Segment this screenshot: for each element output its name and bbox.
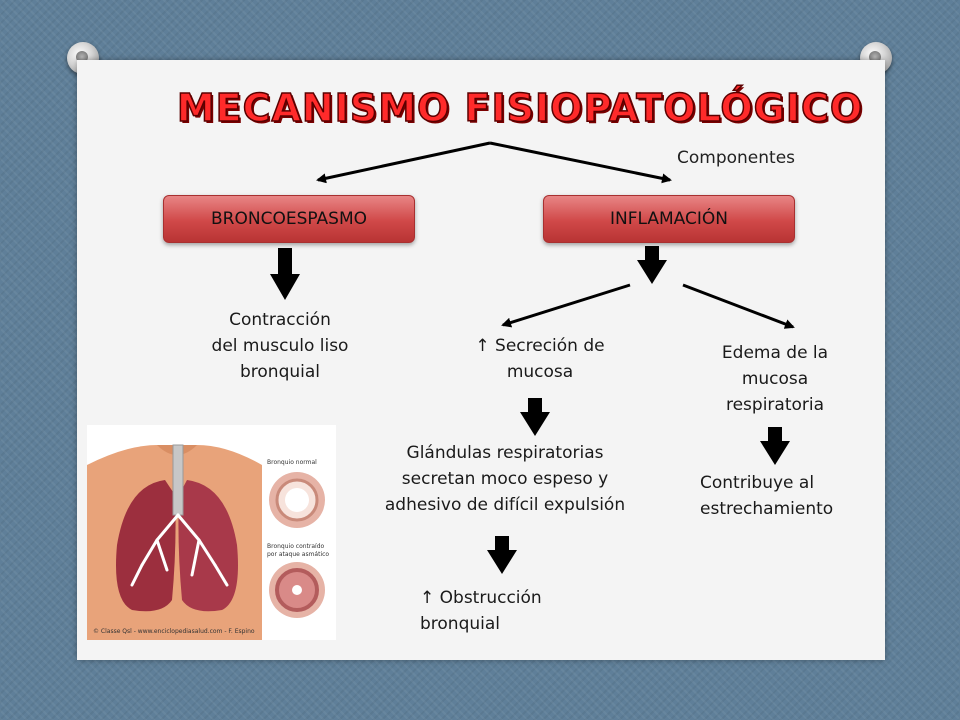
inflamacion-box: INFLAMACIÓN: [543, 195, 795, 243]
glandulas-text: Glándulas respiratorias secretan moco espeso y adhesivo de difícil expulsión: [384, 443, 626, 515]
arrow-to-broncoespasmo: [318, 143, 490, 180]
image-caption: © Classe Qsl - www.enciclopediasalud.com - F. Espino: [93, 628, 255, 635]
obstruccion-text: ↑ Obstrucción bronquial: [420, 588, 542, 634]
arrow-to-secrecion: [503, 285, 630, 325]
contraccion-text: Contracción del musculo liso bronquial: [211, 310, 349, 382]
arrow-to-inflamacion: [490, 143, 670, 180]
arrow-to-edema: [683, 285, 793, 327]
asthma-bronchus-label: Bronquio contraído por ataque asmático: [267, 543, 330, 558]
down-arrow-glandulas: [487, 536, 517, 574]
down-arrow-contraccion: [270, 248, 300, 300]
broncoespasmo-box: BRONCOESPASMO: [163, 195, 415, 243]
down-arrow-edema: [760, 427, 790, 465]
contribuye-text: Contribuye al estrechamiento: [700, 473, 834, 519]
down-arrow-secrecion: [520, 398, 550, 436]
lungs-illustration-drawing: [87, 425, 336, 640]
edema-text: Edema de la mucosa respiratoria: [721, 343, 829, 415]
secrecion-text: ↑ Secreción de mucosa: [475, 336, 605, 382]
lungs-illustration: [87, 425, 336, 640]
slide-title: MECANISMO FISIOPATOLÓGICO: [176, 86, 864, 130]
normal-bronchus-label: Bronquio normal: [267, 459, 317, 466]
components-label: Componentes: [677, 148, 796, 168]
down-arrow-inflamacion: [637, 246, 667, 284]
